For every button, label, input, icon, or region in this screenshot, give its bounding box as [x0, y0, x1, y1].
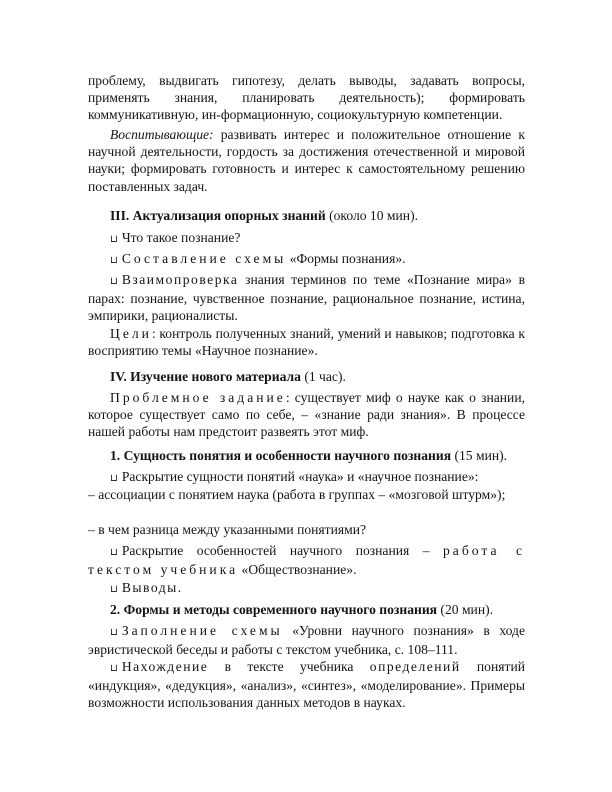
- find-rest-text: понятий «индукция», «дедукция», «анализ», «синтез», «моделирование». Примеры возможности использования данных методов в науках.: [88, 659, 526, 711]
- features-item: [88, 542, 525, 578]
- paragraph-goals-continued: проблему, выдвигать гипотезу, делать выводы, задавать вопросы, применять знания, планировать деятельность); формировать коммуникативную, ин-формационную, социокультурную компетенции.: [88, 73, 525, 123]
- subsection-1-duration: (15 мин).: [451, 448, 508, 463]
- subsection-2-duration: (20 мин).: [437, 602, 494, 617]
- find-spaced-text: Нахождение: [121, 659, 209, 674]
- scheme-text: «Формы познания».: [286, 251, 406, 266]
- peer-check-spaced-text: Взаимопроверка: [121, 272, 239, 287]
- fill-scheme-spaced-text: Заполнение схемы: [121, 623, 283, 638]
- list-marker-icon: ⊔: [110, 276, 118, 287]
- paragraph-educational-goals: [88, 126, 525, 195]
- features-spaced-text: работа с текстом учебника: [88, 543, 525, 578]
- difference-item: – в чем разница между указанными понятиями?: [88, 522, 367, 537]
- goals-paragraph: [88, 325, 525, 359]
- section-3-title: III. Актуализация опорных знаний: [110, 208, 326, 223]
- fill-scheme-text: «Уровни научного познания» в ходе эвристической беседы и работы с текстом учебника, с. 108–111.: [88, 623, 525, 658]
- section-4-heading: [88, 368, 525, 385]
- list-marker-icon: ⊔: [110, 547, 118, 558]
- goals-spaced-text: Цели: [110, 326, 152, 341]
- section-3-duration: (около 10 мин).: [325, 208, 419, 223]
- reveal-text: Раскрытие сущности понятий «наука» и «научное познание»:: [121, 469, 479, 484]
- list-marker-icon: ⊔: [110, 663, 118, 674]
- problem-text: : существует миф о науке как о знании, которое существует само по себе, – «знание ради знания». В процессе нашей работы нам предстоит развеять этот миф.: [88, 390, 525, 440]
- find-definitions-item: [88, 658, 525, 712]
- list-marker-icon: ⊔: [110, 234, 118, 245]
- problem-spaced-text: Проблемное задание: [110, 390, 286, 405]
- subsection-2-heading: [88, 601, 525, 618]
- peer-check-text: знания терминов по теме «Познание мира» в парах: познание, чувственное познание, рациональное познание, истина, эмпирики, рационалисты.: [88, 272, 525, 324]
- list-marker-icon: ⊔: [110, 627, 118, 638]
- subsection-1-title: 1. Сущность понятия и особенности научного познания: [110, 448, 452, 463]
- list-marker-icon: ⊔: [110, 473, 118, 484]
- reveal-item: [88, 468, 525, 487]
- peer-check-item: [88, 271, 525, 325]
- question-text: Что такое познание?: [121, 230, 241, 245]
- subsection-2-title: 2. Формы и методы современного научного познания: [110, 602, 438, 617]
- definitions-spaced-text: определений: [369, 659, 461, 674]
- fill-scheme-item: [88, 622, 525, 658]
- list-marker-icon: ⊔: [110, 255, 118, 266]
- section-3-heading: [88, 207, 525, 224]
- goals-text: : контроль полученных знаний, умений и навыков; подготовка к восприятию темы «Научное познание».: [88, 326, 525, 359]
- section-4-duration: (1 час).: [300, 369, 346, 384]
- scheme-item: [88, 250, 525, 269]
- list-marker-icon: ⊔: [110, 584, 118, 595]
- conclusions-text: Выводы.: [121, 580, 183, 595]
- scheme-spaced-text: Составление схемы: [121, 251, 287, 266]
- subsection-1-heading: [88, 447, 525, 464]
- association-item: – ассоциации с понятием наука (работа в группах – «мозговой штурм»);: [88, 487, 506, 502]
- educational-goals-text: развивать интерес и положительное отношение к научной деятельности, гордость за достижения отечественной и мировой науки; формировать готовность и интерес к самостоятельному решению поставленных задач.: [88, 127, 525, 194]
- features-rest-text: «Обществознание».: [238, 562, 357, 578]
- educational-goals-label: Воспитывающие:: [110, 127, 214, 142]
- section-4-title: IV. Изучение нового материала: [110, 369, 301, 384]
- find-mid-text: в тексте учебника: [208, 659, 370, 674]
- problem-task-paragraph: [88, 389, 525, 441]
- conclusions-item: [88, 579, 525, 598]
- features-text: Раскрытие особенностей научного познания –: [121, 543, 443, 558]
- question-item: [88, 229, 525, 248]
